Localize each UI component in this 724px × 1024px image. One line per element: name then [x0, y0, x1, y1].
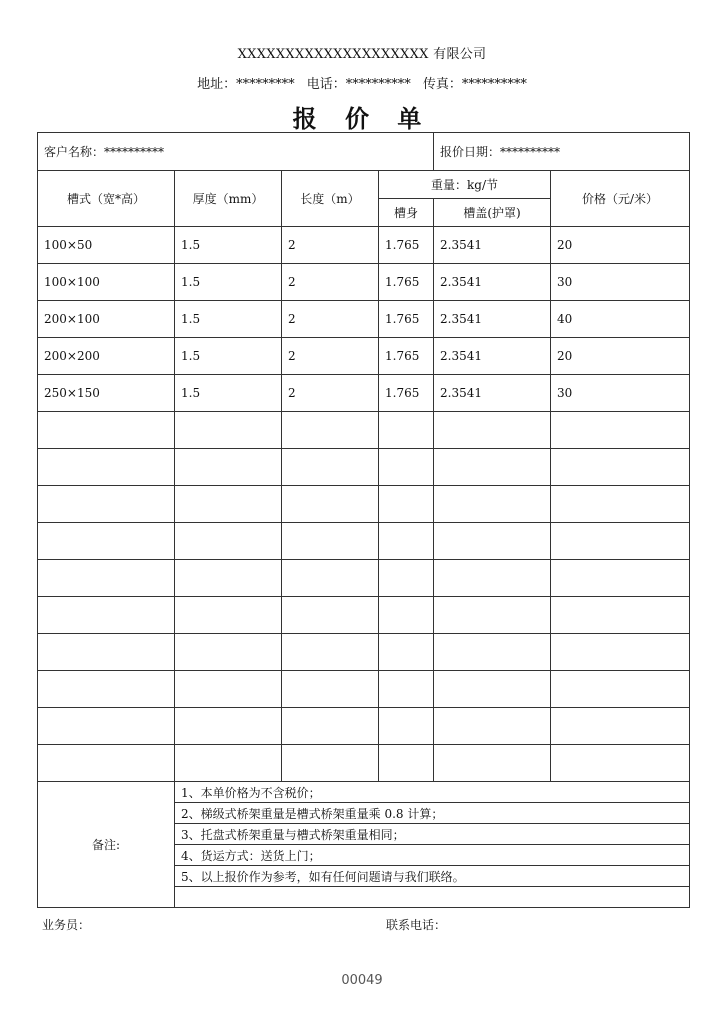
customer-name: 客户名称：**********: [38, 133, 434, 171]
cell-spec: 200×100: [38, 301, 175, 338]
salesperson-label: 业务员：: [42, 918, 91, 932]
col-header-length: 长度（m）: [282, 171, 379, 227]
cell-thickness: 1.5: [175, 338, 282, 375]
cell-body-weight: 1.765: [379, 301, 434, 338]
document-title: 报 价 单: [292, 104, 432, 133]
notes-label: 备注:: [38, 782, 175, 908]
note-item: 2、梯级式桥架重量是槽式桥架重量乘 0.8 计算；: [175, 803, 690, 824]
empty-row: [38, 486, 690, 523]
cell-thickness: 1.5: [175, 375, 282, 412]
empty-row: [38, 634, 690, 671]
cell-price: 20: [551, 338, 690, 375]
contact-line: [0, 73, 724, 92]
phone-text: 电话：**********: [306, 77, 411, 92]
cell-spec: 200×200: [38, 338, 175, 375]
cell-cover-weight: 2.3541: [434, 301, 551, 338]
note-item: 1、本单价格为不含税价；: [175, 782, 690, 803]
customer-row: [38, 133, 690, 171]
contact-phone-label: 联系电话：: [386, 918, 447, 932]
note-item: [175, 887, 690, 908]
company-name: XXXXXXXXXXXXXXXXXXXX 有限公司: [237, 47, 487, 62]
empty-row: [38, 523, 690, 560]
col-header-weight: 重量：kg/节: [379, 171, 551, 199]
empty-row: [38, 412, 690, 449]
page-number: 00049: [341, 973, 383, 988]
empty-row: [38, 671, 690, 708]
table-row: [38, 227, 690, 264]
empty-row: [38, 597, 690, 634]
cell-length: 2: [282, 301, 379, 338]
cell-thickness: 1.5: [175, 264, 282, 301]
quote-date: 报价日期：**********: [434, 133, 690, 171]
cell-spec: 100×100: [38, 264, 175, 301]
cell-price: 30: [551, 375, 690, 412]
empty-row: [38, 449, 690, 486]
header-row: [38, 171, 690, 199]
col-header-spec: 槽式（宽*高）: [38, 171, 175, 227]
cell-price: 20: [551, 227, 690, 264]
notes-row: [38, 782, 690, 803]
col-header-body: 槽身: [379, 199, 434, 227]
table-row: [38, 375, 690, 412]
table-row: [38, 301, 690, 338]
cell-spec: 250×150: [38, 375, 175, 412]
cell-body-weight: 1.765: [379, 338, 434, 375]
cell-price: 30: [551, 264, 690, 301]
empty-row: [38, 708, 690, 745]
cell-body-weight: 1.765: [379, 264, 434, 301]
table-row: [38, 264, 690, 301]
quote-table: [37, 132, 690, 908]
cell-cover-weight: 2.3541: [434, 338, 551, 375]
note-item: 5、以上报价作为参考，如有任何问题请与我们联络。: [175, 866, 690, 887]
cell-price: 40: [551, 301, 690, 338]
note-item: 4、货运方式：送货上门；: [175, 845, 690, 866]
cell-length: 2: [282, 264, 379, 301]
cell-length: 2: [282, 227, 379, 264]
col-header-price: 价格（元/米）: [551, 171, 690, 227]
empty-row: [38, 560, 690, 597]
empty-row: [38, 745, 690, 782]
cell-cover-weight: 2.3541: [434, 264, 551, 301]
address-text: 地址：*********: [197, 77, 295, 92]
cell-cover-weight: 2.3541: [434, 375, 551, 412]
cell-length: 2: [282, 338, 379, 375]
cell-body-weight: 1.765: [379, 227, 434, 264]
cell-cover-weight: 2.3541: [434, 227, 551, 264]
cell-thickness: 1.5: [175, 301, 282, 338]
cell-body-weight: 1.765: [379, 375, 434, 412]
col-header-cover: 槽盖(护罩): [434, 199, 551, 227]
note-item: 3、托盘式桥架重量与槽式桥架重量相同；: [175, 824, 690, 845]
cell-spec: 100×50: [38, 227, 175, 264]
col-header-thickness: 厚度（mm）: [175, 171, 282, 227]
fax-text: 传真：**********: [422, 77, 527, 92]
table-row: [38, 338, 690, 375]
cell-thickness: 1.5: [175, 227, 282, 264]
cell-length: 2: [282, 375, 379, 412]
